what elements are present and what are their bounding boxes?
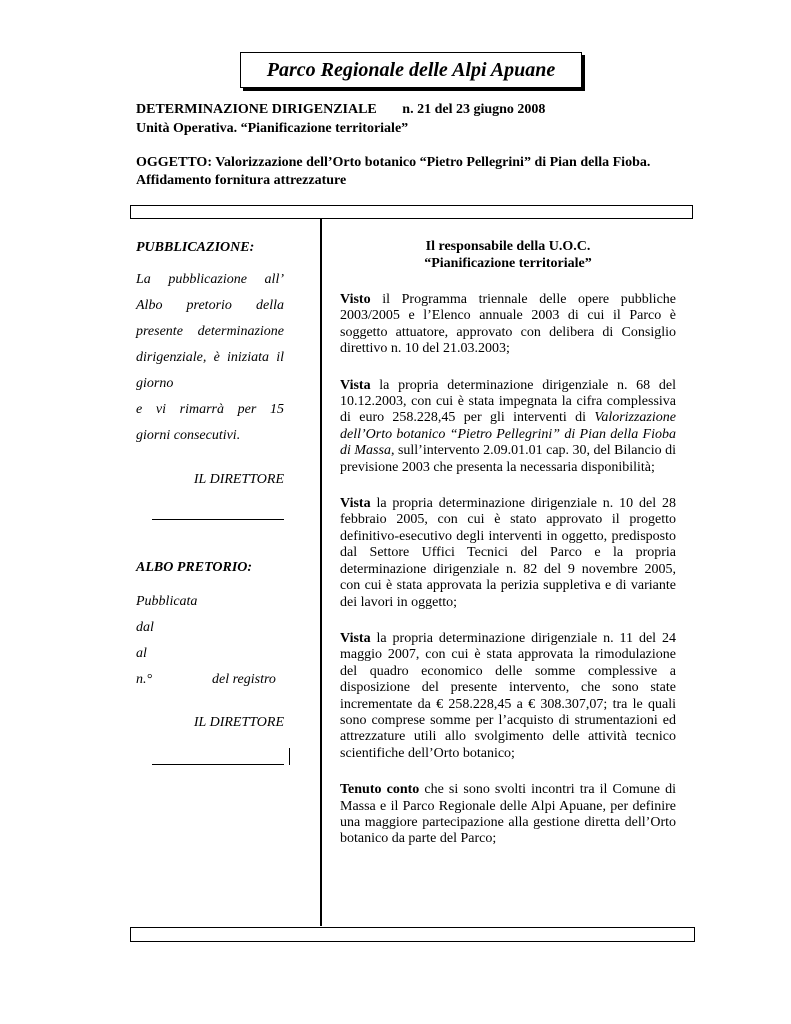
paragraph-text: la propria determinazione dirigenziale n. 68 del 10.12.2003, con cui è stata impegnata la cifra complessiva di euro 258.228,45 per gli interventi di — [340, 377, 676, 426]
lead-word: Visto — [340, 292, 371, 307]
albo-heading: ALBO PRETORIO: — [136, 560, 253, 575]
pubblicata-label: Pubblicata — [136, 594, 198, 609]
paragraph-text: che si sono svolti incontri tra il Comune di Massa e il Parco Regionale delle Alpi Apuane, per definire una maggiore partecipazione alla gestione diretta dell’Orto botanico da parte del Parco; — [340, 782, 676, 847]
paragraph-visto — [340, 292, 676, 358]
top-frame-bar — [130, 205, 693, 219]
bottom-frame-bar — [130, 927, 695, 942]
signature-line-2 — [152, 764, 284, 765]
determinazione-line — [136, 101, 545, 118]
pub-line: presente determinazione — [136, 324, 284, 339]
numero-label: n.° — [136, 672, 153, 687]
lead-word: Vista — [340, 496, 371, 512]
lead-word: Tenuto conto — [340, 782, 420, 798]
paragraph-vista-3 — [340, 631, 676, 762]
paragraph-vista-1 — [340, 378, 676, 476]
del-registro-label: del registro — [212, 672, 276, 687]
direttore-label-2: IL DIRETTORE — [193, 715, 284, 730]
paragraph-text: , sull’intervento 2.09.01.01 cap. 30, del Bilancio di previsione 2003 che presenta la necessaria disponibilità; — [340, 443, 676, 475]
signature-tick — [289, 748, 290, 765]
paragraph-text: la propria determinazione dirigenziale n. 11 del 24 maggio 2007, con cui è stata approvata la rimodulazione del quadro economico delle somme complessive a disposizione del presente intervento, che sono state incrementate da € 258.228,45 a € 308.307,07; tra le quali sono comprese somme per l’acquisto di strumentazioni ed attrezzature utili allo svolgimento delle attività tecnico scientifiche dell’Orto botanico; — [340, 630, 676, 761]
responsabile-heading — [340, 238, 676, 272]
lead-word: Vista — [340, 630, 371, 646]
park-title: Parco Regionale delle Alpi Apuane — [266, 58, 556, 81]
determinazione-label: DETERMINAZIONE DIRIGENZIALE — [136, 102, 377, 117]
pub-line: Albo pretorio della — [136, 298, 284, 313]
al-label: al — [136, 646, 147, 661]
paragraph-text: la propria determinazione dirigenziale n. 10 del 28 febbraio 2005, con cui è stato approvato il progetto definitivo-esecutivo degli interventi in oggetto, predisposto dal Settore Uffici Tecnici del Parco e la propria determinazione dirigenziale n. 82 del 9 novembre 2005, con cui è stata approvata la perizia suppletiva e di variante dei lavori in oggetto; — [340, 496, 676, 610]
pub-line: La pubblicazione all’ — [136, 272, 284, 287]
dal-label: dal — [136, 620, 154, 635]
pubblicazione-heading: PUBBLICAZIONE: — [136, 240, 255, 255]
direttore-label-1: IL DIRETTORE — [193, 472, 284, 487]
pub-line: dirigenziale, è iniziata il — [136, 350, 284, 365]
paragraph-tenuto-conto — [340, 782, 676, 848]
oggetto-line-2: Affidamento fornitura attrezzature — [136, 173, 347, 188]
responsabile-line-1: Il responsabile della U.O.C. — [425, 239, 591, 254]
pub-line: e vi rimarrà per 15 — [136, 402, 284, 417]
park-title-box — [240, 52, 582, 88]
pub-line: giorni consecutivi. — [136, 428, 241, 443]
pub-line: giorno — [136, 376, 174, 391]
unita-operativa: Unità Operativa. “Pianificazione territoriale” — [136, 121, 409, 136]
oggetto-line-1: OGGETTO: Valorizzazione dell’Orto botanico “Pietro Pellegrini” di Pian della Fioba. — [136, 155, 651, 170]
responsabile-line-2: “Pianificazione territoriale” — [424, 256, 592, 271]
paragraph-vista-2 — [340, 496, 676, 611]
column-divider — [320, 218, 322, 926]
paragraph-text: il Programma triennale delle opere pubbliche 2003/2005 e l’Elenco annuale 2003 di cui il Parco è soggetto attuatore, approvato con delibera di Consiglio direttivo n. 10 del 21.03.2003; — [340, 292, 676, 357]
main-body — [340, 238, 676, 868]
paragraph-italic: Valorizzazione dell’Orto botanico “Pietro Pellegrini” di Pian della Fioba di Massa — [340, 410, 676, 459]
lead-word: Vista — [340, 377, 371, 393]
signature-line-1 — [152, 519, 284, 520]
determinazione-number: n. 21 del 23 giugno 2008 — [402, 102, 546, 117]
